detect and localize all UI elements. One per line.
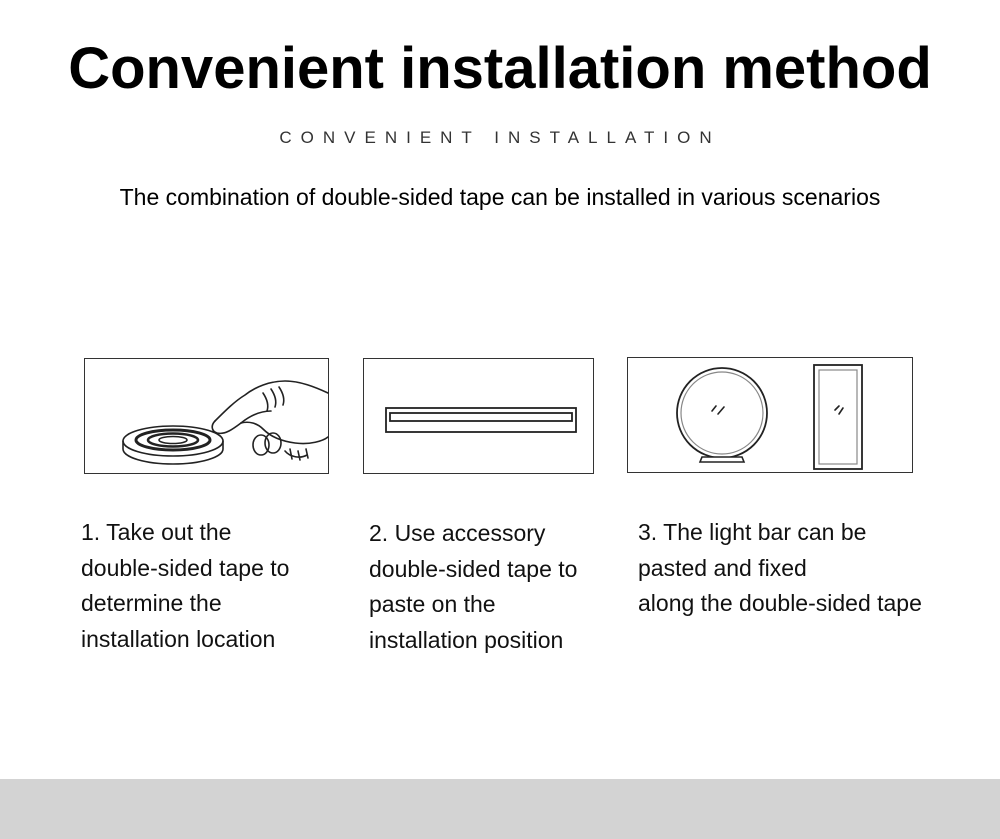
page-title: Convenient installation method — [68, 36, 932, 101]
mirrors-icon — [628, 358, 914, 474]
step-2-text — [369, 516, 577, 658]
step-3-line-1: 3. The light bar can be — [638, 519, 867, 545]
step-1-line-4: installation location — [81, 625, 276, 652]
step-2-illustration — [363, 358, 594, 474]
step-2-line-1: 2. Use accessory — [369, 520, 546, 546]
step-2-line-3: paste on the — [369, 591, 496, 617]
step-1-text — [81, 515, 289, 657]
hand-tape-roll-icon — [85, 359, 330, 475]
step-2-line-2: double-sided tape to — [369, 555, 578, 582]
step-2-line-4: installation position — [369, 626, 564, 653]
footer-bar — [0, 779, 1000, 839]
tape-strip-icon — [364, 359, 595, 475]
step-1-line-2: double-sided tape to — [81, 554, 290, 581]
step-3-line-2: pasted and fixed — [638, 554, 807, 581]
page-tagline: The combination of double-sided tape can be installed in various scenarios — [119, 184, 881, 210]
step-3-illustration — [627, 357, 913, 473]
step-3-text — [638, 515, 922, 622]
step-1-line-1: 1. Take out the — [81, 519, 232, 545]
step-3-line-3: along the double-sided tape — [638, 590, 922, 616]
step-1-line-3: determine the — [81, 590, 222, 616]
step-1-illustration — [84, 358, 329, 474]
page-subtitle: CONVENIENT INSTALLATION — [279, 128, 721, 147]
